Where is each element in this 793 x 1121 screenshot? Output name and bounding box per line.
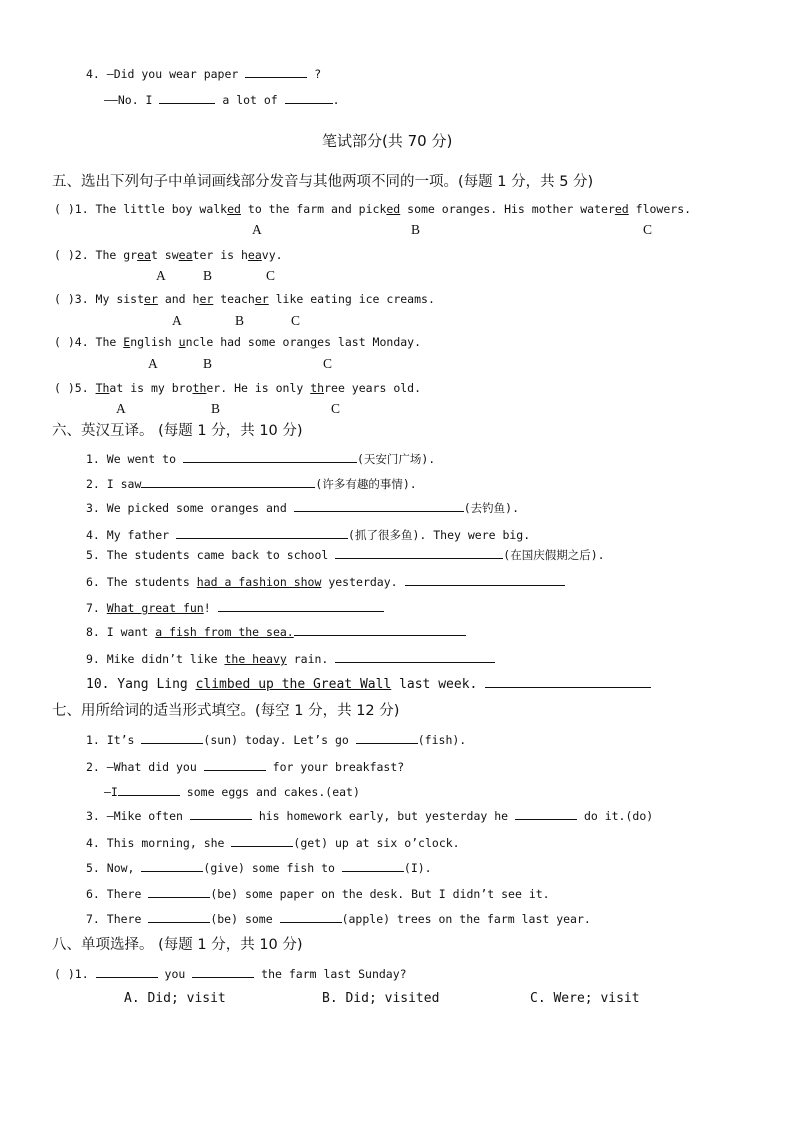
s5-question-1: ( )1. The little boy walked to the farm and picked some oranges. His mother watered flowers. <box>54 202 692 216</box>
section-5-heading: 五、选出下列句子中单词画线部分发音与其他两项不同的一项。(每题 1 分，共 5 分) <box>52 174 594 190</box>
answer-blank[interactable] <box>148 911 210 923</box>
answer-blank[interactable] <box>285 92 333 104</box>
s7-item-5: 5. Now, (give) some fish to (I). <box>86 861 432 875</box>
answer-blank[interactable] <box>141 732 203 744</box>
section-6-heading: 六、英汉互译。 (每题 1 分，共 10 分) <box>52 423 303 439</box>
answer-blank[interactable] <box>176 527 348 539</box>
answer-blank[interactable] <box>294 624 466 636</box>
answer-blank[interactable] <box>118 784 180 796</box>
section-8-heading: 八、单项选择。 (每题 1 分，共 10 分) <box>52 937 303 953</box>
s7-item-2-reply: —I some eggs and cakes.(eat) <box>104 785 360 799</box>
s5-question-2: ( )2. The great sweater is heavy. <box>54 248 283 262</box>
option-label-b: B <box>235 313 245 328</box>
q4-text: 4. —Did you wear paper <box>86 67 239 81</box>
option-label-c: C <box>323 356 333 371</box>
s6-item-4: 4. My father (抓了很多鱼). They were big. <box>86 528 531 542</box>
answer-blank[interactable] <box>231 835 293 847</box>
written-part-title: 笔试部分(共 70 分) <box>322 132 453 150</box>
q4-text: ——No. I <box>104 93 153 107</box>
answer-blank[interactable] <box>405 574 565 586</box>
option-label-c: C <box>331 401 341 416</box>
s6-item-6: 6. The students had a fashion show yesterday. <box>86 574 565 590</box>
option-label-a: A <box>172 313 182 328</box>
s5-question-5: ( )5. That is my brother. He is only three years old. <box>54 381 422 395</box>
answer-blank[interactable] <box>96 966 158 978</box>
s7-item-2: 2. —What did you for your breakfast? <box>86 760 405 774</box>
answer-blank[interactable] <box>204 759 266 771</box>
answer-paren[interactable]: ( ) <box>54 248 75 262</box>
answer-paren[interactable]: ( ) <box>54 335 75 349</box>
answer-blank[interactable] <box>141 860 203 872</box>
answer-paren[interactable]: ( ) <box>54 967 75 981</box>
s8-option-c[interactable]: C. Were; visit <box>530 991 640 1006</box>
s7-item-7: 7. There (be) some (apple) trees on the farm last year. <box>86 912 591 926</box>
answer-blank[interactable] <box>356 732 418 744</box>
option-label-b: B <box>203 268 213 283</box>
s6-item-8: 8. I want a fish from the sea. <box>86 624 466 640</box>
answer-paren[interactable]: ( ) <box>54 202 75 216</box>
option-label-a: A <box>156 268 166 283</box>
listening-q4-line1 <box>86 66 321 82</box>
q4-text: a lot of <box>222 93 278 107</box>
option-label-b: B <box>411 222 421 237</box>
answer-blank[interactable] <box>280 911 342 923</box>
listening-q4-line2: ——No. I a lot of . <box>104 93 340 107</box>
answer-blank[interactable] <box>335 651 495 663</box>
answer-blank[interactable] <box>515 808 577 820</box>
s6-item-3: 3. We picked some oranges and (去钓鱼). <box>86 501 520 515</box>
answer-paren[interactable]: ( ) <box>54 292 75 306</box>
s6-item-1: 1. We went to (天安门广场). <box>86 452 436 466</box>
answer-blank[interactable] <box>183 451 357 463</box>
s8-question-1: ( )1. you the farm last Sunday? <box>54 967 407 981</box>
answer-blank[interactable] <box>342 860 404 872</box>
answer-blank[interactable] <box>190 808 252 820</box>
option-label-b: B <box>211 401 221 416</box>
s8-option-b[interactable]: B. Did; visited <box>322 991 440 1006</box>
answer-blank[interactable] <box>141 476 315 488</box>
s5-question-3: ( )3. My sister and her teacher like eating ice creams. <box>54 292 435 306</box>
s8-option-a[interactable]: A. Did; visit <box>124 991 226 1006</box>
s5-question-4: ( )4. The English uncle had some oranges last Monday. <box>54 335 422 349</box>
answer-blank[interactable] <box>485 676 651 688</box>
option-label-c: C <box>266 268 276 283</box>
option-label-a: A <box>116 401 126 416</box>
answer-blank[interactable] <box>335 547 503 559</box>
answer-blank[interactable] <box>294 500 464 512</box>
option-label-a: A <box>148 356 158 371</box>
s6-item-7: 7. What great fun! <box>86 600 384 616</box>
answer-blank[interactable] <box>245 66 307 78</box>
s6-item-10: 10. Yang Ling climbed up the Great Wall last week. <box>86 676 651 693</box>
option-label-a: A <box>252 222 262 237</box>
s7-item-6: 6. There (be) some paper on the desk. But I didn’t see it. <box>86 887 550 901</box>
s6-item-9: 9. Mike didn’t like the heavy rain. <box>86 651 495 667</box>
answer-blank[interactable] <box>218 600 384 612</box>
answer-blank[interactable] <box>192 966 254 978</box>
s6-item-5: 5. The students came back to school (在国庆假期之后). <box>86 548 605 562</box>
answer-blank[interactable] <box>148 886 210 898</box>
s7-item-3: 3. —Mike often his homework early, but yesterday he do it.(do) <box>86 809 654 823</box>
q4-punct: ? <box>314 67 322 81</box>
s6-item-2: 2. I saw (许多有趣的事情). <box>86 477 417 491</box>
answer-blank[interactable] <box>159 92 215 104</box>
option-label-c: C <box>291 313 301 328</box>
option-label-b: B <box>203 356 213 371</box>
section-7-heading: 七、用所给词的适当形式填空。(每空 1 分，共 12 分) <box>52 703 400 719</box>
s7-item-1: 1. It’s (sun) today. Let’s go (fish). <box>86 733 467 747</box>
answer-paren[interactable]: ( ) <box>54 381 75 395</box>
option-label-c: C <box>643 222 653 237</box>
s7-item-4: 4. This morning, she (get) up at six o’clock. <box>86 836 460 850</box>
